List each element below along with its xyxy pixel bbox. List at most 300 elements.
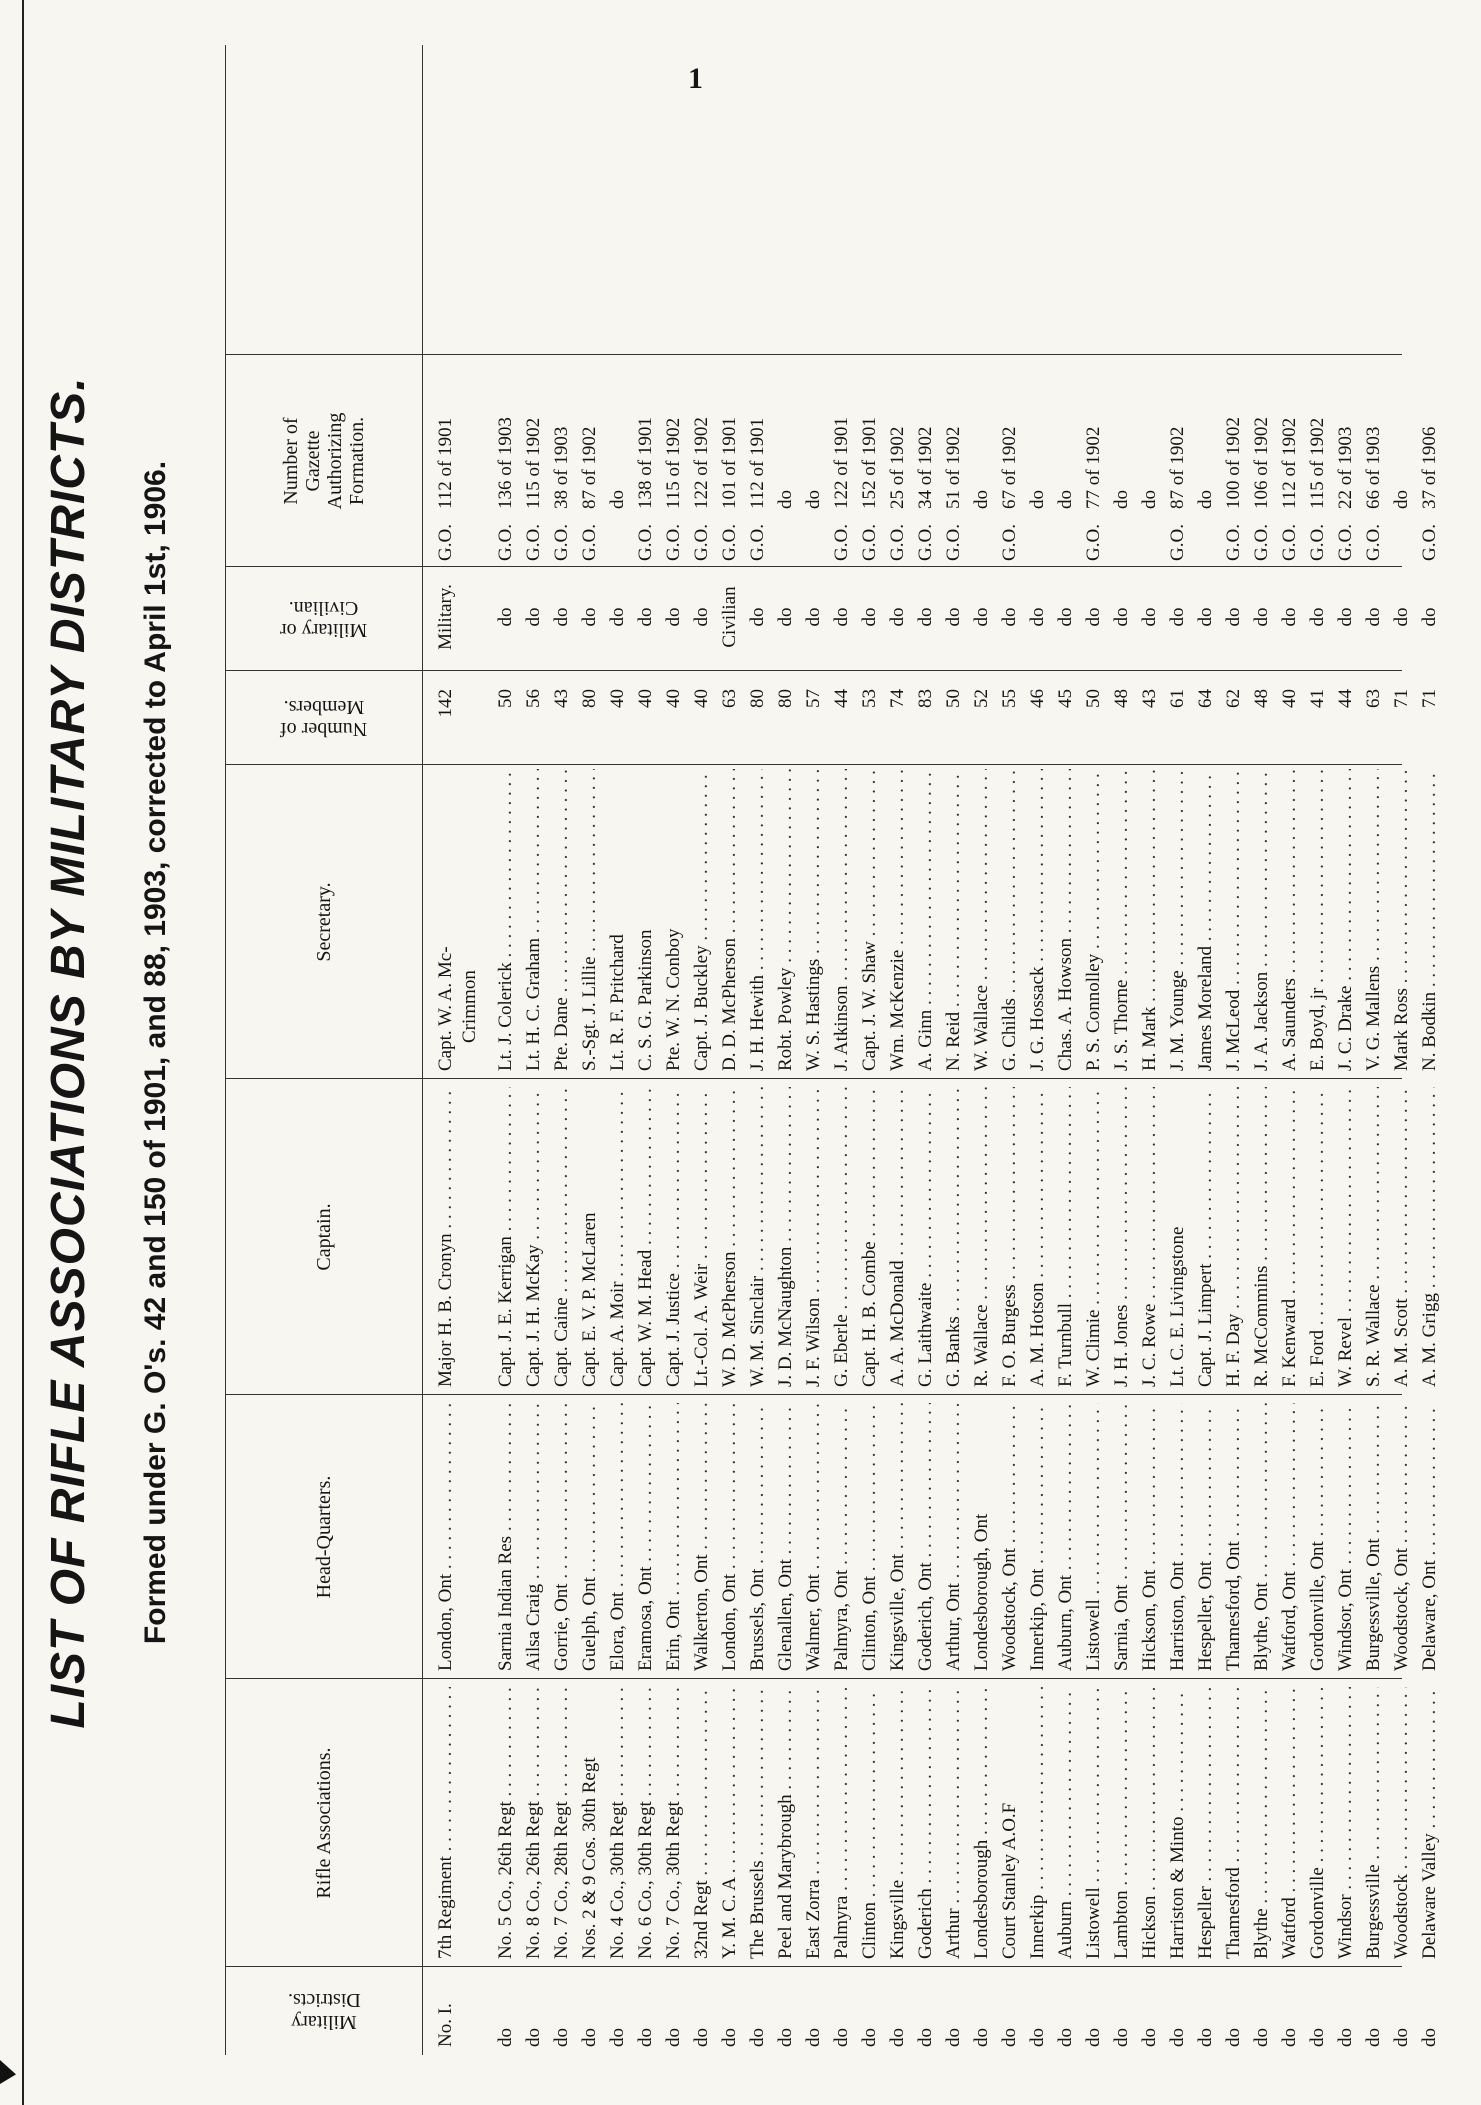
gazette-number: 112 of 1902 [1279,417,1300,509]
gazette-prefix: G.O. [1167,524,1188,561]
rotated-page [35,20,1440,2085]
captain-cell: Major H. B. Cronyn . . . [432,1087,460,1387]
members-cell: 40 [663,689,684,708]
hq-cell: Walkerton, Ont . . . [688,1403,716,1671]
gazette-prefix: G.O. [1335,524,1356,561]
header-district: Military Districts. [287,1989,361,2033]
members-cell: 40 [635,689,656,708]
association-cell: Blythe . . . [1248,1687,1276,1959]
district-cell: do [943,2028,964,2047]
district-cell: do [719,2028,740,2047]
military-cell: do [971,607,992,627]
table-row [716,45,744,2055]
district-cell: do [1083,2028,1104,2047]
members-cell: 44 [831,689,852,708]
captain-cell: E. Ford . . . [1304,1087,1332,1387]
hq-cell: Delaware, Ont . . . [1416,1403,1444,1671]
gazette-cell [884,361,912,561]
header-members: Number of Members. [280,696,368,740]
association-cell: Kingsville . . . [884,1687,912,1959]
military-cell: do [495,607,516,627]
header-secretary: Secretary. [313,882,335,962]
members-cell: 43 [1139,689,1160,708]
gazette-number: 51 of 1902 [943,426,964,509]
association-cell: Harriston & Minto . . . [1164,1687,1192,1959]
table-row [800,45,828,2055]
gazette-cell [432,361,460,561]
association-cell: No. 8 Co., 26th Regt . . . [520,1687,548,1959]
gazette-prefix: G.O. [551,524,572,561]
table-row [828,45,856,2055]
gazette-number: 112 of 1901 [435,417,456,509]
gazette-cell [660,361,688,561]
members-cell: 64 [1195,689,1216,708]
military-cell: do [1307,607,1328,627]
military-cell: do [1223,607,1244,627]
district-cell: do [999,2028,1020,2047]
gazette-number: 122 of 1902 [691,417,712,509]
hq-cell: London, Ont . . . [716,1403,744,1671]
military-cell: do [663,607,684,627]
gazette-cell [912,361,940,561]
captain-cell: F. Kenward . . . [1276,1087,1304,1387]
hq-cell: Guelph, Ont . . . [576,1403,604,1671]
captain-cell: Capt. H. B. Combe . . . [856,1087,884,1387]
hq-cell: Innerkip, Ont . . . [1024,1403,1052,1671]
hq-cell: Gorrie, Ont . . . [548,1403,576,1671]
hq-cell: Watford, Ont . . . [1276,1403,1304,1671]
captain-cell: Capt. Caine . . . [548,1087,576,1387]
header-gazette: Number of Gazette Authorizing Formation. [280,412,368,510]
members-cell: 40 [1279,689,1300,708]
secretary-cell: J. C. Drake . . . [1332,769,1360,1071]
gazette-cell [1248,361,1276,561]
gazette-number: do [607,490,628,509]
association-cell: No. 4 Co., 30th Regt . . . [604,1687,632,1959]
district-cell: do [887,2028,908,2047]
hq-cell: Eramosa, Ont . . . [632,1403,660,1671]
hq-cell: Hickson, Ont . . . [1136,1403,1164,1671]
members-cell: 44 [1335,689,1356,708]
secretary-cell: Lt. H. C. Graham . . . [520,769,548,1071]
hq-cell: Hespeller, Ont . . . [1192,1403,1220,1671]
captain-cell: S. R. Wallace . . . [1360,1087,1388,1387]
members-cell: 50 [1083,689,1104,708]
members-cell: 48 [1111,689,1132,708]
military-cell: do [831,607,852,627]
members-cell: 43 [551,689,572,708]
hq-cell: Clinton, Ont . . . [856,1403,884,1671]
gazette-number: do [1111,490,1132,509]
military-cell: do [635,607,656,627]
secretary-cell: N. Reid . . . [940,769,968,1071]
table-row [1416,45,1444,2055]
header-hq: Head-Quarters. [313,1475,335,1599]
gazette-cell [492,361,520,561]
gazette-prefix: G.O. [1363,524,1384,561]
captain-cell: Capt. J. H. McKay . . . [520,1087,548,1387]
association-cell: Goderich . . . [912,1687,940,1959]
secretary-cell: S.-Sgt. J. Lillie . . . [576,769,604,1071]
hq-cell: Thamesford, Ont . . . [1220,1403,1248,1671]
military-cell: do [999,607,1020,627]
secretary-cell: J. H. Hewith . . . [744,769,772,1071]
secretary-cell: J. S. Thorne . . . [1108,769,1136,1071]
gazette-cell [1304,361,1332,561]
gazette-cell [548,361,576,561]
gazette-cell [604,361,632,561]
association-cell: Thamesford . . . [1220,1687,1248,1959]
military-cell: Civilian [719,586,740,648]
military-cell: do [1419,607,1440,627]
gazette-prefix: G.O. [1251,524,1272,561]
secretary-cell: Pte. Dane . . . [548,769,576,1071]
gazette-number: 115 of 1902 [523,417,544,509]
members-cell: 40 [691,689,712,708]
gazette-cell [716,361,744,561]
gazette-prefix: G.O. [1279,524,1300,561]
military-cell: do [1055,607,1076,627]
gazette-number: 101 of 1901 [719,417,740,509]
military-cell: do [523,607,544,627]
military-cell: do [1083,607,1104,627]
gazette-prefix: G.O. [523,524,544,561]
association-cell: Londesborough . . . [968,1687,996,1959]
district-cell: do [775,2028,796,2047]
table-row [1080,45,1108,2055]
header-military: Military or Civilian. [280,597,368,641]
members-cell: 80 [747,689,768,708]
secretary-cell: Wm. McKenzie . . . [884,769,912,1071]
gazette-number: do [1195,490,1216,509]
members-cell: 63 [1363,689,1384,708]
military-cell: do [1251,607,1272,627]
secretary-cell: N. Bodkin . . . [1416,769,1444,1071]
military-cell: do [887,607,908,627]
secretary-cell: Capt. W. A. Mc- [435,946,456,1071]
hq-cell: Windsor, Ont . . . [1332,1403,1360,1671]
table-row [1360,45,1388,2055]
district-cell: do [523,2028,544,2047]
secretary-cell: V. G. Mallens . . . [1360,769,1388,1071]
table-row [1192,45,1220,2055]
gazette-number: 122 of 1901 [831,417,852,509]
gazette-prefix: G.O. [495,524,516,561]
associations-table [225,45,1440,2055]
gazette-number: do [803,490,824,509]
association-cell: Court Stanley A.O.F [999,1802,1020,1959]
association-cell: Auburn . . . [1052,1687,1080,1959]
captain-cell: G. Eberle . . . [828,1087,856,1387]
gazette-cell [940,361,968,561]
district-cell: do [1251,2028,1272,2047]
captain-cell: G. Laithwaite . . . [912,1087,940,1387]
captain-cell: Capt. J. E. Kerrigan . . . [492,1087,520,1387]
district-cell: do [663,2028,684,2047]
hq-cell: Elora, Ont . . . [604,1403,632,1671]
district-cell: do [1391,2028,1412,2047]
captain-cell: W. M. Sinclair . . . [744,1087,772,1387]
members-cell: 52 [971,689,992,708]
district-cell: do [1223,2028,1244,2047]
members-cell: 80 [775,689,796,708]
secretary-cell: Chas. A. Howson . . . [1052,769,1080,1071]
table-row [520,45,548,2055]
gazette-prefix: G.O. [1307,524,1328,561]
association-cell: Delaware Valley . . . [1416,1687,1444,1959]
gazette-number: 67 of 1902 [999,426,1020,509]
association-cell: Windsor . . . [1332,1687,1360,1959]
captain-cell: F. Turnbull . . . [1052,1087,1080,1387]
association-cell: Palmyra . . . [828,1687,856,1959]
military-cell: do [691,607,712,627]
secretary-cell: W. Wallace . . . [968,769,996,1071]
hq-cell: Brussels, Ont . . . [744,1403,772,1671]
captain-cell: F. O. Burgess . . . [996,1087,1024,1387]
members-cell: 61 [1167,689,1188,708]
gazette-prefix: G.O. [1419,524,1440,561]
military-cell: do [915,607,936,627]
hq-cell: Blythe, Ont . . . [1248,1403,1276,1671]
association-cell: Nos. 2 & 9 Cos. 30th Regt [579,1757,600,1959]
table-row [632,45,660,2055]
military-cell: do [1363,607,1384,627]
table-row [576,45,604,2055]
gazette-number: 115 of 1902 [663,417,684,509]
members-cell: 50 [943,689,964,708]
association-cell: Burgessville . . . [1360,1687,1388,1959]
gazette-cell [1108,361,1136,561]
gazette-cell [1360,361,1388,561]
table-row [744,45,772,2055]
table-row [604,45,632,2055]
association-cell: Lambton . . . [1108,1687,1136,1959]
table-row [940,45,968,2055]
secretary-cell: J. McLeod . . . [1220,769,1248,1071]
gazette-cell [576,361,604,561]
page-title: LIST OF RIFLE ASSOCIATIONS BY MILITARY DISTRICTS. [42,376,95,1729]
table-row [1332,45,1360,2055]
district-cell: do [971,2028,992,2047]
gazette-number: 38 of 1903 [551,426,572,509]
association-cell: No. 5 Co., 26th Regt . . . [492,1687,520,1959]
hq-cell: Walmer, Ont . . . [800,1403,828,1671]
association-cell: 32nd Regt . . . [688,1687,716,1959]
gazette-prefix: G.O. [831,524,852,561]
table-row [1388,45,1416,2055]
association-cell: 7th Regiment . . . [432,1687,460,1959]
gazette-prefix: G.O. [859,524,880,561]
secretary-cell: Lt. R. F. Pritchard [607,934,628,1071]
header-captain: Captain. [313,1203,335,1271]
gazette-number: 112 of 1901 [747,417,768,509]
military-cell: do [579,607,600,627]
district-cell: do [1167,2028,1188,2047]
secretary-cell: Lt. J. Colerick . . . [492,769,520,1071]
captain-cell: Capt. J. Limpert . . . [1192,1087,1220,1387]
gazette-number: do [775,490,796,509]
secretary-cell: J. Atkinson . . . [828,769,856,1071]
hq-cell: Sarnia, Ont . . . [1108,1403,1136,1671]
gazette-number: 34 of 1902 [915,426,936,509]
captain-cell: Lt.-Col. A. Weir . . . [688,1087,716,1387]
hq-cell: Glenallen, Ont . . . [772,1403,800,1671]
table-row [1052,45,1080,2055]
hq-cell: Listowell . . . [1080,1403,1108,1671]
secretary-cell: G. Childs . . . [996,769,1024,1071]
members-cell: 63 [719,689,740,708]
gazette-prefix: G.O. [887,524,908,561]
gazette-number: 87 of 1902 [579,426,600,509]
members-cell: 74 [887,689,908,708]
table-row [772,45,800,2055]
association-cell: Hickson . . . [1136,1687,1164,1959]
gazette-cell [688,361,716,561]
hq-cell: Sarnia Indian Res . . . [492,1403,520,1671]
gazette-number: 100 of 1902 [1223,417,1244,509]
captain-cell: J. F. Wilson . . . [800,1087,828,1387]
gazette-number: 152 of 1901 [859,417,880,509]
gazette-cell [856,361,884,561]
association-cell: Y. M. C. A . . . [716,1687,744,1959]
association-cell: Listowell . . . [1080,1687,1108,1959]
secretary-cell: J. M. Younge . . . [1164,769,1192,1071]
district-cell: do [831,2028,852,2047]
hq-cell: Arthur, Ont . . . [940,1403,968,1671]
gazette-cell [1052,361,1080,561]
gazette-prefix: G.O. [747,524,768,561]
hq-cell: Londesborough, Ont [971,1513,992,1671]
members-cell: 71 [1391,689,1412,708]
hq-cell: London, Ont . . . [432,1403,460,1671]
district-cell: do [1111,2028,1132,2047]
table-row [1220,45,1248,2055]
district-cell: No. I. [435,2003,456,2047]
hq-cell: Gordonville, Ont . . . [1304,1403,1332,1671]
military-cell: do [747,607,768,627]
association-cell: Clinton . . . [856,1687,884,1959]
captain-cell: R. Wallace . . . [968,1087,996,1387]
table-row [968,45,996,2055]
hq-cell: Woodstock, Ont . . . [996,1403,1024,1671]
secretary-cell: Robt. Powley . . . [772,769,800,1071]
secretary-cell: Pte. W. N. Conboy [663,928,684,1071]
hq-cell: Harriston, Ont . . . [1164,1403,1192,1671]
gazette-cell [772,361,800,561]
association-cell: No. 7 Co., 30th Regt . . . [660,1687,688,1959]
association-cell: Peel and Marybrough . . . [772,1687,800,1959]
secretary-cell: James Moreland . . . [1192,769,1220,1071]
gazette-number: do [1391,490,1412,509]
district-cell: do [1363,2028,1384,2047]
association-cell: No. 7 Co., 28th Regt . . . [548,1687,576,1959]
gazette-prefix: G.O. [691,524,712,561]
gazette-prefix: G.O. [719,524,740,561]
members-cell: 62 [1223,689,1244,708]
members-cell: 48 [1251,689,1272,708]
secretary-cell: Capt. J. W. Shaw . . . [856,769,884,1071]
secretary-cell: C. S. G. Parkinson [635,929,656,1071]
gazette-number: 25 of 1902 [887,426,908,509]
gazette-cell [1388,361,1416,561]
gazette-prefix: G.O. [663,524,684,561]
secretary-cell: W. S. Hastings . . . [800,769,828,1071]
hq-cell: Woodstock, Ont . . . [1388,1403,1416,1671]
gazette-number: 115 of 1902 [1307,417,1328,509]
gazette-prefix: G.O. [1223,524,1244,561]
captain-cell: Capt. A. Moir . . . [604,1087,632,1387]
district-cell: do [803,2028,824,2047]
captain-cell: A. M. Hotson . . . [1024,1087,1052,1387]
secretary-cell: J. A. Jackson . . . [1248,769,1276,1071]
district-cell: do [495,2028,516,2047]
captain-cell: H. F. Day . . . [1220,1087,1248,1387]
gazette-number: 87 of 1902 [1167,426,1188,509]
table-row [688,45,716,2055]
district-cell: do [1055,2028,1076,2047]
gazette-cell [1276,361,1304,561]
table-row [432,45,460,2055]
district-cell: do [1419,2028,1440,2047]
gazette-prefix: G.O. [435,524,456,561]
captain-cell: Capt. W. M. Head . . . [632,1087,660,1387]
gazette-cell [1332,361,1360,561]
association-cell: Woodstock . . . [1388,1687,1416,1959]
gazette-number: do [1055,490,1076,509]
gazette-cell [1136,361,1164,561]
page-edge-rule [22,0,24,2105]
hq-cell: Palmyra, Ont . . . [828,1403,856,1671]
members-cell: 46 [1027,689,1048,708]
hq-cell: Ailsa Craig . . . [520,1403,548,1671]
secretary-continuation: Crimmon [459,970,480,1043]
military-cell: do [551,607,572,627]
gazette-number: 136 of 1903 [495,417,516,509]
military-cell: Military. [435,584,456,650]
hq-cell: Burgessville, Ont . . . [1360,1403,1388,1671]
gazette-prefix: G.O. [915,524,936,561]
association-cell: Arthur . . . [940,1687,968,1959]
gazette-number: 66 of 1903 [1363,426,1384,509]
military-cell: do [1391,607,1412,627]
captain-cell: J. D. McNaughton . . . [772,1087,800,1387]
district-cell: do [691,2028,712,2047]
military-cell: do [1195,607,1216,627]
page-corner-mark [0,2060,16,2084]
secretary-cell: E. Boyd, jr . . . [1304,769,1332,1071]
district-cell: do [1335,2028,1356,2047]
gazette-cell [828,361,856,561]
gazette-cell [800,361,828,561]
district-cell: do [579,2028,600,2047]
captain-cell: W. Climie . . . [1080,1087,1108,1387]
members-cell: 83 [915,689,936,708]
page-subtitle: Formed under G. O's. 42 and 150 of 1901, and 88, 1903, corrected to April 1st, 1906. [139,460,172,1645]
members-cell: 41 [1307,689,1328,708]
captain-cell: A. M. Grigg . . . [1416,1087,1444,1387]
gazette-cell [1024,361,1052,561]
members-cell: 50 [495,689,516,708]
members-cell: 55 [999,689,1020,708]
military-cell: do [859,607,880,627]
secretary-cell: Mark Ross . . . [1388,769,1416,1071]
military-cell: do [943,607,964,627]
district-cell: do [635,2028,656,2047]
association-cell: Innerkip . . . [1024,1687,1052,1959]
hq-cell: Goderich, Ont . . . [912,1403,940,1671]
gazette-number: do [1139,490,1160,509]
table-row [856,45,884,2055]
